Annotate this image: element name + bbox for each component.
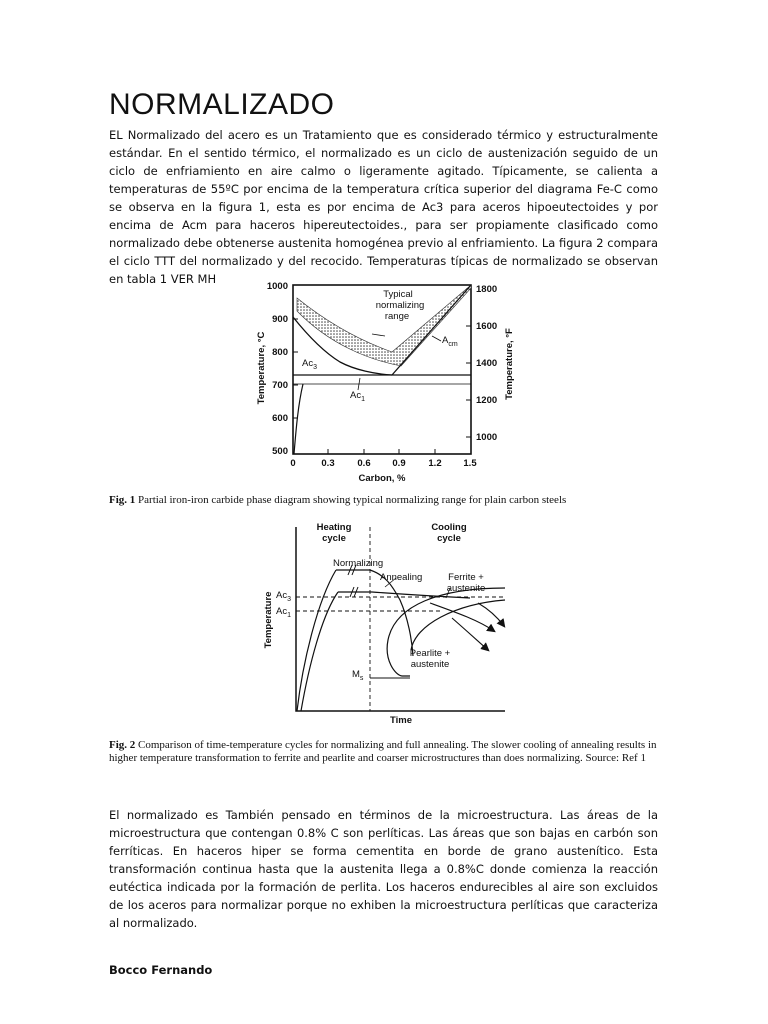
fig2-y-axis-label: Temperature <box>263 591 274 649</box>
fig2-x-axis-label: Time <box>389 715 413 726</box>
author-name: Bocco Fernando <box>109 963 213 977</box>
x-tick: 0 <box>290 458 296 469</box>
y-right-tick: 1800 <box>476 284 498 295</box>
y-right-axis-label: Temperature, °F <box>504 328 515 400</box>
x-tick: 0.6 <box>357 458 371 469</box>
heating-curve-2 <box>301 592 338 711</box>
x-tick: 1.5 <box>463 458 477 469</box>
x-axis-label: Carbon, % <box>358 473 406 484</box>
y-left-tick: 900 <box>272 314 288 325</box>
y-right-tick: 1200 <box>476 395 498 406</box>
y-left-tick: 500 <box>272 446 288 457</box>
heating-label: Heating <box>316 522 352 533</box>
arrow <box>478 603 504 626</box>
pearlite-label: Pearlite + <box>409 648 451 659</box>
fig2-axes <box>296 527 505 711</box>
cooling-label: cycle <box>437 533 461 544</box>
y-left-axis-label: Temperature, °C <box>256 331 267 405</box>
y-left-tick: 1000 <box>266 281 288 292</box>
y-left-tick: 800 <box>272 347 288 358</box>
caption-text: Comparison of time-temperature cycles for normalizing and full annealing. The slower cooling of annealing results in higher temperature transformation to ferrite and pearlite and coarser microstructures than does normalizing. Source: Ref 1 <box>109 739 657 764</box>
y-right-tick: 1400 <box>476 358 498 369</box>
range-label: normalizing <box>375 300 425 311</box>
microstructure-paragraph: El normalizado es También pensado en términos de la microestructura. Las áreas de la microestructura que contengan 0.8% C son perlíticas. Las áreas que son bajas en carbón son ferríticas. En haceros hiper se forma cementita en borde de grano austenítico. Esta transformación continua hasta que la austenita llega a 0.8%C donde comienza la reacción eutéctica indicada por la formación de perlita. Los haceros endurecibles al aire son excluidos de los aceros para normalizar porque no exhiben la microestructura perlíticas que caracteriza al normalizado. <box>109 808 658 930</box>
range-label: Typical <box>383 289 413 300</box>
ferrite-label: austenite <box>446 583 486 594</box>
acm-label: $A_{cm}$ <box>442 335 458 348</box>
x-tick: 0.3 <box>321 458 335 469</box>
ac3-label: $Ac_3$ <box>302 358 317 371</box>
caption-label: Fig. 2 <box>109 739 136 751</box>
caption-label: Fig. 1 <box>109 494 136 506</box>
ac1-label: $Ac_1$ <box>350 390 365 403</box>
figure-2-caption <box>109 739 661 764</box>
heating-curve <box>297 570 336 711</box>
page-title: NORMALIZADO <box>109 88 335 121</box>
arrow <box>452 618 488 650</box>
intro-paragraph: EL Normalizado del acero es un Tratamiento que es considerado térmico y estructuralmente estándar. En el sentido térmico, el normalizado es un ciclo de austenización seguido de un ciclo de enfriamiento en aire calmo o ligeramente agitado. Típicamente, se calienta a temperaturas de 55ºC por encima de la temperatura crítica superior del diagrama Fe-C como se observa en la figura 1, esta es por encima de Ac3 para aceros hipoeutectoides y por encima de Acm para haceros hipereutectoides., para ser propiamente clasificado como normalizado debe obtenerse austenita homogénea previo al enfriamiento. La figura 2 compara el ciclo TTT del normalizado y del recocido. Temperaturas típicas de normalizado se observan en tabla 1 VER MH <box>109 128 658 286</box>
y-left-tick: 600 <box>272 413 288 424</box>
ferrite-label: Ferrite + <box>448 572 484 583</box>
y-left-tick: 700 <box>272 380 288 391</box>
fig2-ac3-label: $Ac_3$ <box>276 590 291 603</box>
pearlite-start-curve <box>411 600 505 650</box>
pearlite-label: austenite <box>410 659 450 670</box>
caption-text: Partial iron-iron carbide phase diagram showing typical normalizing range for plain carbon steels <box>135 494 567 506</box>
y-right-tick: 1000 <box>476 432 498 443</box>
fig2-ac1-label: $Ac_1$ <box>276 606 291 619</box>
y-right-tick: 1600 <box>476 321 498 332</box>
heating-label: cycle <box>322 533 346 544</box>
x-tick: 1.2 <box>428 458 442 469</box>
normalizing-label: Normalizing <box>333 558 384 569</box>
range-label: range <box>384 311 410 322</box>
ms-label: $M_s$ <box>352 669 364 682</box>
x-tick: 0.9 <box>392 458 406 469</box>
cooling-label: Cooling <box>431 522 467 533</box>
annealing-label: Annealing <box>380 572 423 583</box>
